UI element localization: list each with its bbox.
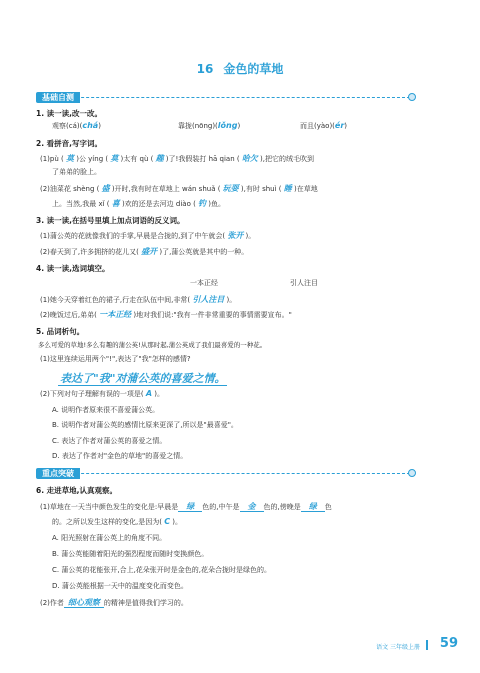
handwritten-answer: 绿 bbox=[301, 502, 325, 512]
text: )在草地 bbox=[291, 185, 318, 193]
text: (2)作者 bbox=[40, 599, 64, 607]
text: )开时,我有时在草地上 wán shuǎ ( bbox=[109, 185, 223, 193]
circle-icon bbox=[408, 93, 416, 101]
handwritten-answer: 盛开 bbox=[141, 247, 158, 256]
text: )鱼。 bbox=[206, 200, 226, 208]
text: (1)草地在一天当中颜色发生的变化是:早晨是 bbox=[40, 503, 179, 511]
q1-item-3 bbox=[300, 121, 347, 131]
handwritten-answer: 睡 bbox=[283, 184, 292, 193]
q5-sub-2 bbox=[40, 389, 164, 399]
text: 色 bbox=[324, 503, 332, 511]
handwritten-answer: 一本正经 bbox=[99, 310, 132, 319]
q1-item-end: ) bbox=[98, 122, 101, 130]
handwritten-answer: 莫 bbox=[65, 154, 74, 163]
section-divider bbox=[36, 473, 410, 475]
q5-sub-1: (1)这里连续运用两个"!",表达了"我"怎样的感情? bbox=[40, 355, 191, 363]
text: (2)油菜花 shèng ( bbox=[40, 185, 102, 193]
handwritten-answer: 表达了"我"对蒲公英的喜爱之情。 bbox=[60, 372, 226, 385]
handwritten-answer: 玩耍 bbox=[222, 184, 239, 193]
handwritten-answer: 张开 bbox=[227, 231, 244, 240]
text: 色的,傍晚是 bbox=[263, 503, 301, 511]
footer-subject: 语文 三年级上册 bbox=[376, 644, 420, 651]
text: )太有 qù ( bbox=[118, 155, 156, 163]
handwritten-answer: C bbox=[164, 517, 171, 526]
text: (1)她今天穿着红色的裙子,行走在队伍中间,非常( bbox=[40, 296, 193, 304]
q5-passage: 多么可爱的草地!多么有趣的蒲公英!从那时起,蒲公英成了我们最喜爱的一种花。 bbox=[38, 341, 267, 349]
q5-option-d: D. 表达了作者对"金色的草地"的喜爱之情。 bbox=[52, 452, 188, 460]
q4-line-2 bbox=[40, 309, 292, 320]
text: )。 bbox=[170, 518, 183, 526]
section-divider bbox=[36, 97, 410, 99]
text: 色的,中午是 bbox=[202, 503, 240, 511]
q3-line-1 bbox=[40, 230, 255, 241]
section-label: 重点突破 bbox=[36, 468, 80, 479]
q5-option-b: B. 说明作者对蒲公英的感情比原来更深了,所以是"最喜爱"。 bbox=[52, 421, 238, 429]
handwritten-answer: 哈欠 bbox=[241, 154, 258, 163]
text: 的。之所以发生这样的变化,是因为( bbox=[52, 518, 165, 526]
question-5-heading: 5. 品词析句。 bbox=[36, 327, 85, 336]
handwritten-answer: lǒng bbox=[217, 121, 238, 130]
handwritten-answer: ér bbox=[334, 121, 345, 130]
text: (2)晚饭过后,弟弟( bbox=[40, 311, 100, 319]
handwritten-answer: chá bbox=[82, 121, 99, 130]
handwritten-answer: 引人注目 bbox=[192, 295, 225, 304]
lesson-title bbox=[0, 60, 480, 77]
question-6-heading: 6. 走进草地,认真观察。 bbox=[36, 486, 118, 495]
q1-item-label: 而且(yào)( bbox=[300, 122, 335, 130]
handwritten-answer: 趣 bbox=[155, 154, 164, 163]
handwritten-answer: 盛 bbox=[101, 184, 110, 193]
q6-line-3 bbox=[40, 597, 188, 608]
q6-line-2 bbox=[52, 517, 182, 527]
handwritten-answer: A bbox=[145, 389, 153, 398]
q6-option-b: B. 蒲公英能随着阳光的强烈程度而随时变换颜色。 bbox=[52, 550, 209, 558]
text: )。 bbox=[224, 296, 237, 304]
q6-option-c: C. 蒲公英的花能张开,合上,花朵张开时是金色的,花朵合拢时是绿色的。 bbox=[52, 566, 272, 574]
q2-line-3 bbox=[40, 183, 318, 194]
q5-option-c: C. 表达了作者对蒲公英的喜爱之情。 bbox=[52, 437, 167, 445]
text: (2)下列对句子理解有误的一项是( bbox=[40, 390, 146, 398]
handwritten-answer: 莫 bbox=[110, 154, 119, 163]
word-choice-1: 一本正经 bbox=[190, 279, 218, 287]
text: )公 yíng ( bbox=[73, 155, 111, 163]
text: )了,蒲公英就是其中的一种。 bbox=[157, 248, 249, 256]
text: (1)蒲公英的花就像我们的手掌,早晨是合拢的,到了中午就会( bbox=[40, 232, 228, 240]
q2-line-4 bbox=[52, 198, 225, 209]
section-bar-focus bbox=[36, 468, 416, 479]
text: 上。当然,我最 xǐ ( bbox=[52, 200, 112, 208]
question-4-heading: 4. 读一读,选词填空。 bbox=[36, 264, 110, 273]
q6-line-1 bbox=[40, 501, 332, 512]
text: )欢的还是去河边 diào ( bbox=[119, 200, 199, 208]
text: (2)春天到了,许多拥挤的花儿又( bbox=[40, 248, 142, 256]
text: )了!我假装打 hā qian ( bbox=[163, 155, 242, 163]
text: )。 bbox=[243, 232, 256, 240]
question-2-heading: 2. 看拼音,写字词。 bbox=[36, 139, 103, 148]
footer-divider bbox=[426, 640, 428, 650]
q1-item-2 bbox=[178, 121, 240, 131]
question-1-heading: 1. 读一读,改一改。 bbox=[36, 109, 103, 118]
text: (1)pù ( bbox=[40, 155, 66, 163]
handwritten-answer: 金 bbox=[240, 502, 264, 512]
handwritten-answer: 细心观察 bbox=[64, 598, 104, 608]
q1-item-label: 观察(cá)( bbox=[52, 122, 83, 130]
text: ),有时 shuì ( bbox=[238, 185, 284, 193]
circle-icon bbox=[408, 469, 416, 477]
section-label: 基础自测 bbox=[36, 92, 80, 103]
q1-item-1 bbox=[52, 121, 101, 131]
q6-option-d: D. 蒲公英能根据一天中的温度变化而变色。 bbox=[52, 582, 188, 590]
q5-option-a: A. 说明作者原来很不喜爱蒲公英。 bbox=[52, 406, 160, 414]
lesson-number: 16 bbox=[196, 62, 214, 76]
page-number: 59 bbox=[439, 636, 458, 651]
q1-item-end: ) bbox=[344, 122, 348, 130]
handwritten-answer: 钓 bbox=[198, 199, 207, 208]
q3-line-2 bbox=[40, 246, 248, 257]
q6-option-a: A. 阳光照射在蒲公英上的角度不同。 bbox=[52, 534, 167, 542]
q5-answer-1 bbox=[58, 370, 227, 386]
text: )。 bbox=[152, 390, 165, 398]
word-choice-2: 引人注目 bbox=[290, 279, 318, 287]
section-bar-basic bbox=[36, 92, 416, 103]
text: 的精神是值得我们学习的。 bbox=[103, 599, 188, 607]
q4-line-1 bbox=[40, 294, 236, 305]
q1-item-end: ) bbox=[237, 122, 241, 130]
q2-line-2: 了弟弟的脸上。 bbox=[52, 168, 101, 176]
q1-item-label: 靠拢(nōng)( bbox=[178, 122, 218, 130]
handwritten-answer: 喜 bbox=[111, 199, 120, 208]
handwritten-answer: 绿 bbox=[178, 502, 202, 512]
text: ),把它的绒毛吹到 bbox=[257, 155, 314, 163]
question-3-heading: 3. 读一读,在括号里填上加点词语的反义词。 bbox=[36, 216, 185, 225]
q2-line-1 bbox=[40, 153, 314, 164]
text: )地对我们说:"我有一件非常重要的事情需要宣布。" bbox=[131, 311, 292, 319]
lesson-name: 金色的草地 bbox=[223, 62, 284, 76]
